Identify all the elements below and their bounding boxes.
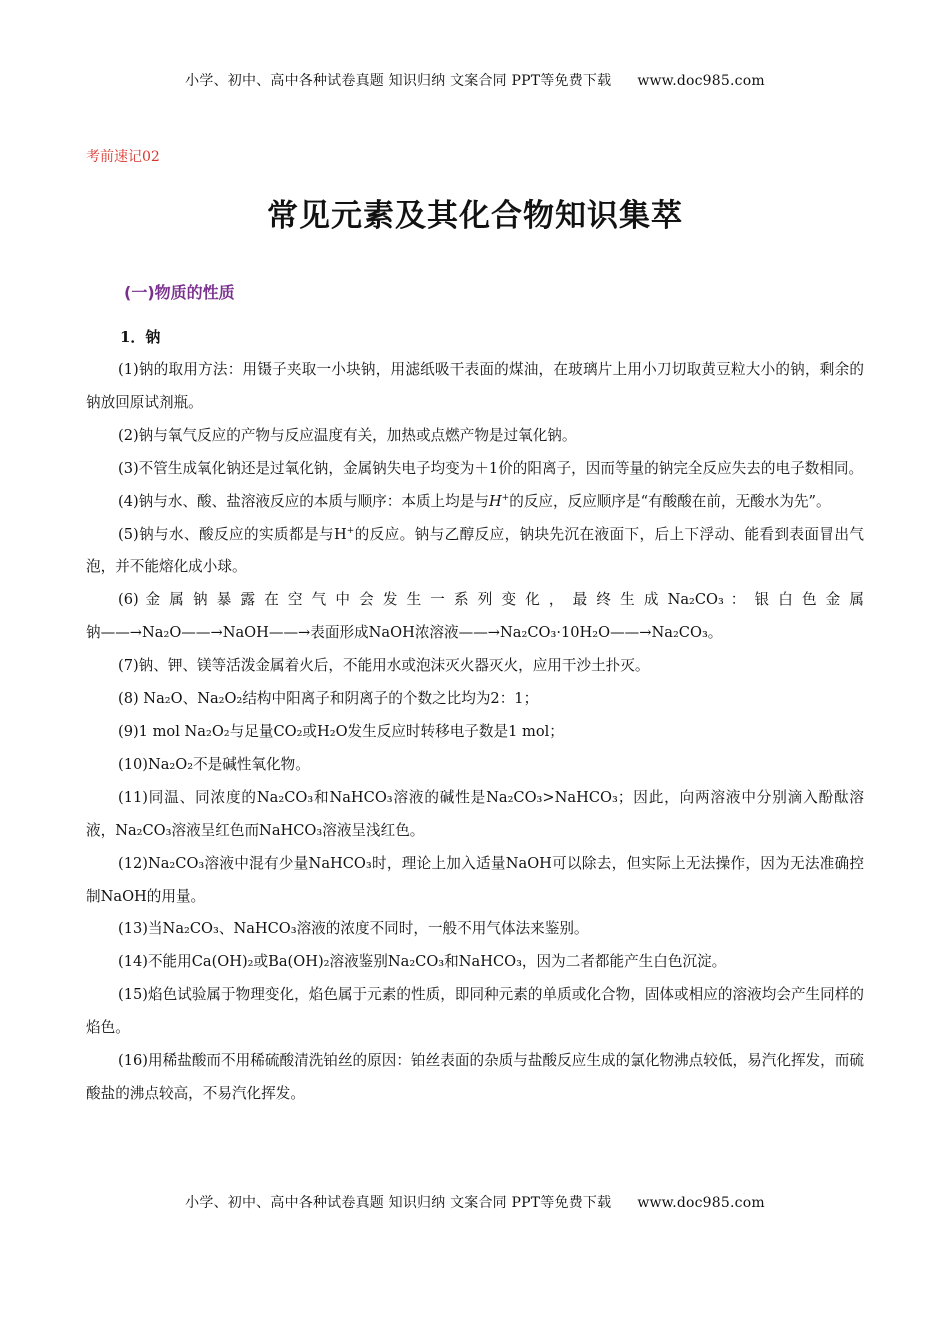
header-text: 小学、初中、高中各种试卷真题 知识归纳 文案合同 PPT等免费下载: [185, 73, 612, 89]
paragraph-6-line-1: (6) 金 属 钠 暴 露 在 空 气 中 会 发 生 一 系 列 变 化 ， 最 终 生 成 Na₂CO₃ ： 银 白 色 金 属: [118, 591, 864, 609]
paragraph-5: [86, 519, 864, 585]
paragraph-4-part-b: 的反应，反应顺序是“有酸酸在前，无酸水为先”。: [509, 492, 831, 510]
doc-tag: 考前速记02: [86, 149, 160, 165]
ion-h: H: [333, 525, 347, 543]
paragraph-10: (10)Na₂O₂不是碱性氧化物。: [118, 755, 310, 773]
section-heading: (一)物质的性质: [124, 283, 235, 302]
page-header: [0, 70, 950, 90]
page-title: 常见元素及其化合物知识集萃: [267, 198, 683, 234]
paragraph-9: (9)1 mol Na₂O₂与足量CO₂或H₂O发生反应时转移电子数是1 mol；: [118, 722, 564, 740]
paragraph-4-part-a: (4)钠与水、酸、盐溶液反应的本质与顺序：本质上均是与: [118, 492, 489, 510]
paragraph-3: (3)不管生成氧化钠还是过氧化钠，金属钠失电子均变为＋1价的阳离子，因而等量的钠完全反应失去的电子数相同。: [118, 459, 864, 477]
paragraph-12: (12)Na₂CO₃溶液中混有少量NaHCO₃时，理论上加入适量NaOH可以除去，但实际上无法操作，因为无法准确控制NaOH的用量。: [86, 854, 864, 905]
paragraph-5-part-a: (5)钠与水、酸反应的实质都是与: [118, 525, 334, 543]
document-body: [86, 354, 864, 1111]
ion-h-italic: H: [488, 492, 502, 510]
paragraph-15: (15)焰色试验属于物理变化，焰色属于元素的性质，即同种元素的单质或化合物，固体或相应的溶液均会产生同样的焰色。: [86, 986, 864, 1037]
paragraph-7: (7)钠、钾、镁等活泼金属着火后，不能用水或泡沫灭火器灭火，应用干沙土扑灭。: [118, 657, 650, 675]
header-site-link[interactable]: www.doc985.com: [637, 73, 765, 89]
ion-plus-sup: +: [501, 492, 510, 503]
paragraph-5-part-b: 的反应。钠与乙醇反应，钠块先沉在液面下，后上下浮动、能看到表面冒出气泡，并不能熔化成小球。: [86, 525, 864, 576]
paragraph-16: (16)用稀盐酸而不用稀硫酸清洗铂丝的原因：铂丝表面的杂质与盐酸反应生成的氯化物沸点较低，易汽化挥发，而硫酸盐的沸点较高，不易汽化挥发。: [86, 1052, 864, 1102]
paragraph-8: (8) Na₂O、Na₂O₂结构中阳离子和阴离子的个数之比均为2：1；: [118, 690, 539, 708]
paragraph-13: (13)当Na₂CO₃、NaHCO₃溶液的浓度不同时，一般不用气体法来鉴别。: [118, 920, 589, 938]
paragraph-1: (1)钠的取用方法：用镊子夹取一小块钠，用滤纸吸干表面的煤油，在玻璃片上用小刀切取黄豆粒大小的钠，剩余的钠放回原试剂瓶。: [86, 361, 864, 411]
page-footer: [0, 1192, 950, 1212]
footer-text: 小学、初中、高中各种试卷真题 知识归纳 文案合同 PPT等免费下载: [185, 1195, 612, 1211]
paragraph-4: [86, 486, 864, 519]
subsection-heading: 1．钠: [120, 328, 161, 346]
ion-plus-sup-2: +: [346, 525, 355, 536]
paragraph-6-line-2: 钠——→Na₂O——→NaOH——→表面形成NaOH浓溶液——→Na₂CO₃·10H₂O——→Na₂CO₃。: [86, 624, 723, 642]
footer-site-link[interactable]: www.doc985.com: [637, 1195, 765, 1211]
paragraph-2: (2)钠与氧气反应的产物与反应温度有关，加热或点燃产物是过氧化钠。: [118, 426, 577, 444]
paragraph-11: (11)同温、同浓度的Na₂CO₃和NaHCO₃溶液的碱性是Na₂CO₃>NaHCO₃；因此，向两溶液中分别滴入酚酞溶液，Na₂CO₃溶液呈红色而NaHCO₃溶液呈浅红色。: [86, 788, 864, 839]
paragraph-14: (14)不能用Ca(OH)₂或Ba(OH)₂溶液鉴别Na₂CO₃和NaHCO₃，因为二者都能产生白色沉淀。: [118, 953, 727, 971]
